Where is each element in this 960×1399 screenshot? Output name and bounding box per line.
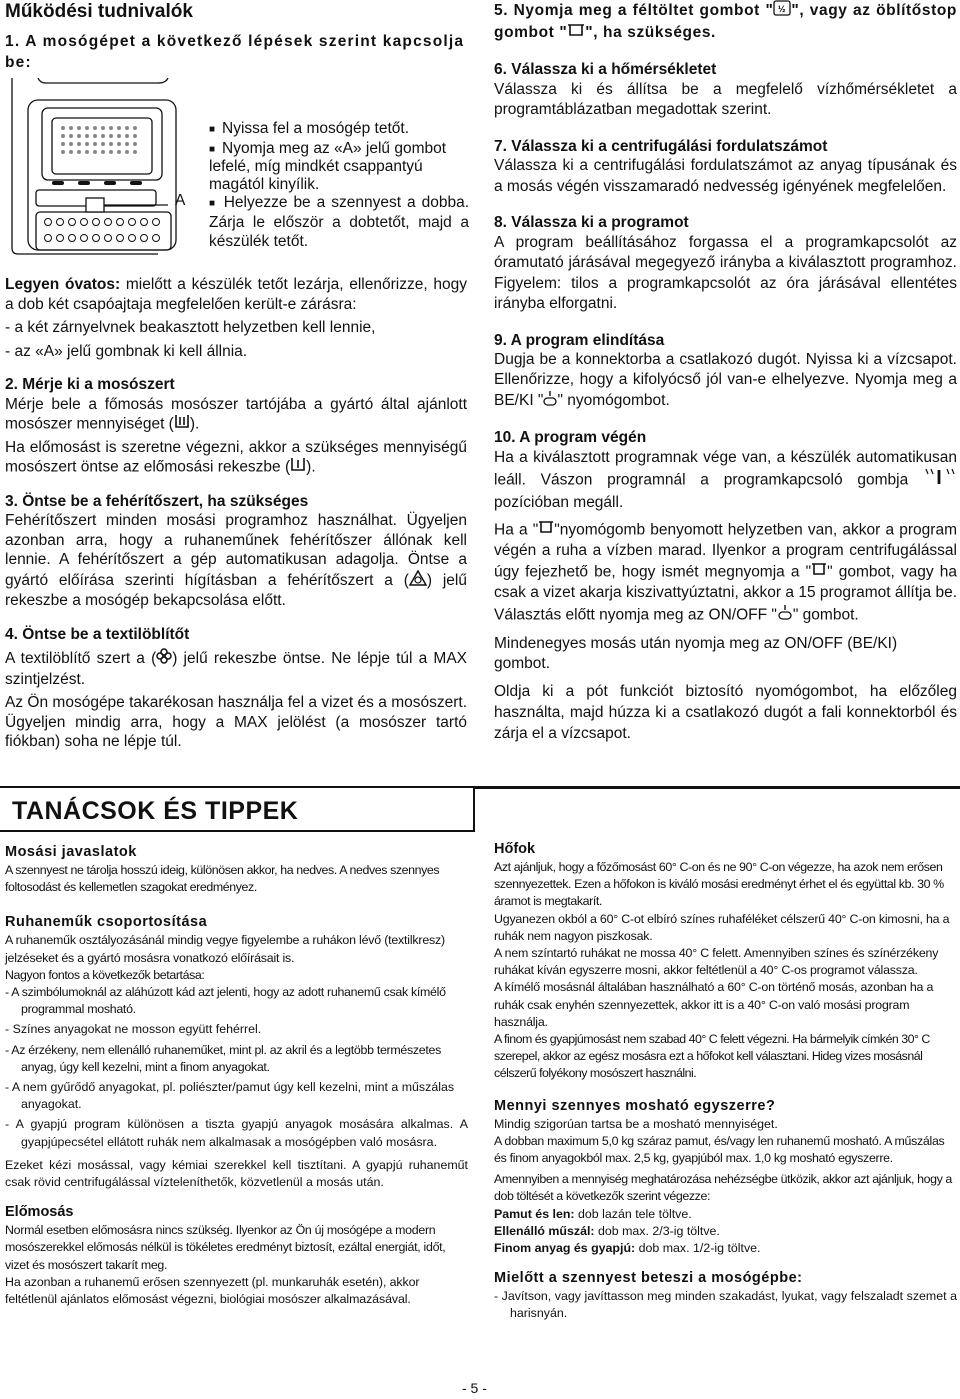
section-2-text-end: ).	[189, 415, 200, 433]
section-6-heading: 6. Válassza ki a hőmérsékletet	[494, 61, 717, 78]
tips-heading: Ruhaneműk csoportosítása	[5, 914, 208, 931]
rinse-hold-icon	[538, 520, 554, 541]
section-1-heading: 1. A mosógépet a következő lépések szerint kapcsolja be:	[5, 33, 465, 71]
section-4-text: A textilöblítő szert a (	[5, 649, 157, 667]
main-wash-icon	[174, 414, 190, 435]
section-10-heading: 10. A program végén	[494, 429, 647, 446]
half-load-icon	[773, 0, 791, 22]
section-9-text-b: " nyomógombot.	[557, 392, 670, 410]
tips-heading: Hőfok	[494, 841, 536, 857]
tips-paragraph: Ugyanezen okból a 60° C-ot elbíró színes ruhaféléket célszerű 40° C-on kimosni, ha a ruhák nem nagyon piszkosak.	[494, 911, 950, 943]
tips-list-item: - A gyapjú program különösen a tiszta gyapjú anyagok mosására alkalmas. A gyapjúpecsétel ellátott ruhák nem alkalmasak a mosógépben való mosásra.	[5, 1117, 468, 1149]
prewash-icon	[290, 457, 306, 478]
section-10-text-2a: Ha a "	[494, 521, 539, 539]
tips-heading: Mennyi szennyes mosható egyszerre?	[494, 1097, 776, 1114]
load-label: Finom anyag és gyapjú:	[494, 1241, 636, 1256]
bleach-icon	[409, 570, 427, 592]
load-label: Pamut és len:	[494, 1206, 575, 1221]
tips-paragraph: A nem színtartó ruhákat ne mossa 40° C felett. Amennyiben színes és színérzékeny ruhákat kíván egyszerre mosni, akkor feltétlenül a 40° C-os programot válassza.	[494, 946, 939, 978]
page-number: - 5 -	[462, 1380, 487, 1396]
left-column	[5, 0, 467, 73]
section-10-text-b: pozícióban megáll.	[494, 493, 624, 511]
load-text: dob lazán tele töltve.	[574, 1206, 692, 1221]
tips-list-item: - Javítson, vagy javíttasson meg minden szakadást, lyukat, vagy felszaladt szemet a harisnyán.	[494, 1289, 957, 1321]
bullet-item: ■ Nyomja meg az «A» jelű gombot lefelé, míg mindkét csappantyú magától kinyílik.	[209, 140, 469, 194]
section-5-text-a: 5. Nyomja meg a féltöltet gombot "	[494, 2, 774, 20]
bullet-item: ■ Nyissa fel a mosógép tetőt.	[209, 119, 469, 140]
tips-banner-rule-right	[475, 786, 960, 789]
load-label: Ellenálló műszál:	[494, 1223, 595, 1238]
section-2-heading: 2. Mérje ki a mosószert	[5, 376, 175, 393]
tips-right-column	[494, 840, 957, 1323]
page-title: Működési tudnivalók	[5, 1, 193, 22]
load-line	[494, 1206, 957, 1223]
right-column	[494, 0, 957, 744]
program-dial-stop-icon	[923, 468, 957, 493]
tips-list-item: - Színes anyagokat ne mosson együtt fehérrel.	[5, 1022, 262, 1037]
section-6-paragraph: Válassza ki és állítsa be a megfelelő vízhőmérsékletet a programtáblázatban megadottak szerint.	[494, 80, 957, 118]
tips-left-column	[5, 843, 468, 1308]
left-column-body	[5, 275, 467, 752]
section-2-paragraph	[5, 395, 467, 435]
tips-paragraph: A kímélő mosásnál általában használható a 60° C-on történő mosás, azonban ha a ruhák csak enyhén szennyezettek, akkor itt is a 40° C-on való mosási program használja.	[494, 980, 934, 1029]
section-10-paragraph-3: Mindenegyes mosás után nyomja meg az ON/OFF (BE/KI) gombot.	[494, 634, 898, 673]
section-10-text-2d: " gombot.	[792, 606, 859, 624]
tips-paragraph: Mindig szigorúan tartsa be a mosható mennyiséget.	[494, 1116, 778, 1131]
tips-paragraph: A finom és gyapjúmosást nem szabad 40° C felett végezni. Ha bármelyik címkén 30° C szerepel, akkor az egész mosásra ezt a hőfokot kell választani. Hideg vizes mosásnál célszerű folyékony mosószert használni.	[494, 1032, 930, 1081]
section-10-text-2b: "nyomógomb benyomott helyzetben van, akkor a program végén a ruha a vízben marad. Ilyenkor a program centrifugálással úgy fejezhető be, hogy ismét megnyomja a "	[494, 521, 957, 581]
section-2-text: Mérje bele a főmosás mosószer tartójába a gyártó által ajánlott mosószer mennyiséget (	[5, 395, 467, 433]
section-10-text-a: Ha a kiválasztott programnak vége van, a készülék automatikusan leáll. Vászon programnál a programkapcsoló gombja	[494, 448, 957, 489]
tips-list-item: - Az érzékeny, nem ellenálló ruhaneműket, mint pl. az akril és a legtöbb természetes anyag, úgy kell kezelni, mint a finom anyagokat.	[5, 1042, 442, 1074]
tips-paragraph: Ezeket kézi mosással, vagy kémiai szerekkel kell tisztítani. A gyapjú ruhaneműt csak rövid centrifugálással vízteleníthetők, közvetlenül a mosás után.	[5, 1157, 468, 1190]
bullet-item: ■ Helyezze be a szennyest a dobba. Zárja le először a dobtetőt, majd a készülék tetőt.	[209, 193, 469, 251]
tips-paragraph: Nagyon fontos a következők betartása:	[5, 967, 205, 982]
section-5-text-b: ", vagy az öblítőstop gombot "	[494, 2, 957, 42]
section-10-paragraph-4: Oldja ki a pót funkciót biztosító nyomógombot, ha előzőleg használta, majd húzza ki a csatlakozó dugót a fali konnektorból és zárja el a vízcsapot.	[494, 682, 957, 742]
tips-paragraph: Normál esetben előmosásra nincs szükség. Ilyenkor az Ön új mosógépe a modern mosószerekkel előmosás nélkül is tökéletes eredményt biztosít, ezáltal energiát, időt, vizet és mosószert takarít meg.	[5, 1223, 446, 1272]
tips-heading: Előmosás	[5, 1204, 74, 1221]
section-9-paragraph	[494, 350, 957, 412]
rinse-hold-icon	[567, 22, 585, 44]
section-5-text-c: ", ha szükséges.	[585, 24, 716, 42]
rinse-hold-icon	[811, 562, 827, 583]
caution-label: Legyen óvatos:	[5, 276, 121, 293]
power-button-icon	[543, 390, 557, 412]
section-4-paragraph-2: Az Ön mosógépe takarékosan használja fel a vizet és a mosószert. Ügyeljen mindig arra, hogy a MAX jelölést (a mosószer tartó fiókban) soha ne lépje túl.	[5, 694, 467, 750]
caution-item: - a két zárnyelvnek beakasztott helyzetben kell lennie,	[5, 319, 376, 336]
section-2-text-2: Ha előmosást is szeretne végezni, akkor a szükséges mennyiségű mosószert öntse az előmosási rekeszbe (	[5, 438, 467, 476]
section-2-text-2-end: ).	[306, 458, 316, 476]
section-4-text-end: ) jelű rekeszbe öntse. Ne lépje túl a MAX szintjelzést.	[5, 649, 467, 688]
section-3-heading: 3. Öntse be a fehérítőszert, ha szükséges	[5, 492, 309, 510]
tips-paragraph: A dobban maximum 5,0 kg száraz pamut, és/vagy len ruhanemű mosható. A műszálas és finom anyagokból max. 2,5 kg, gyapjúból max. 1,0 kg mosható egyszerre.	[494, 1133, 945, 1166]
load-text: dob max. 2/3-ig töltve.	[594, 1223, 720, 1238]
section-7-paragraph: Válassza ki a centrifugálási fordulatszámot az anyag típusának és a mosás végén visszamaradó nedvesség igényének megfelelően.	[494, 157, 957, 195]
section-4-paragraph	[5, 648, 467, 689]
tips-paragraph: Amennyiben a mennyiség meghatározása nehézségbe ütközik, akkor azt ajánljuk, hogy a dob töltését a következők szerint végezze:	[494, 1172, 952, 1204]
section-7-heading: 7. Válassza ki a centrifugálási fordulatszámot	[494, 137, 828, 155]
section-8-paragraph: A program beállításához forgassa el a programkapcsolót az óramutató járásával megegyező irányba a kiválasztott programhoz. Figyelem: tilos a programkapcsolót az óra járásával ellentétes irányba elforgatni.	[494, 233, 957, 312]
section-10-paragraph-1	[494, 448, 957, 514]
tips-heading: Mielőtt a szennyest beteszi a mosógépbe:	[494, 1270, 803, 1287]
section-4-heading: 4. Öntse be a textilöblítőt	[5, 625, 190, 643]
load-line	[494, 1223, 957, 1240]
section-10-paragraph-2	[494, 520, 957, 627]
washing-machine-illustration	[8, 78, 204, 256]
svg-text:½: ½	[778, 4, 787, 14]
bullet-list	[209, 119, 469, 251]
figure-label: A	[175, 192, 186, 209]
load-text: dob max. 1/2-ig töltve.	[635, 1241, 761, 1256]
tips-paragraph: A szennyest ne tárolja hosszú ideig, különösen akkor, ha nedves. A nedves szennyes foltosodást és kellemetlen szagokat eredményez.	[5, 863, 440, 895]
tips-banner-title: TANÁCSOK ÉS TIPPEK	[12, 797, 299, 825]
section-9-text-a: Dugja be a konnektorba a csatlakozó dugót. Nyissa ki a vízcsapot. Ellenőrizze, hogy a kifolyócső jól van-e elhelyezve. Nyomja meg a BE/KI "	[494, 351, 957, 410]
tips-list-item: - A szimbólumoknál az aláhúzott kád azt jelenti, hogy az adott ruhanemű csak kímélő programmal mosható.	[5, 985, 446, 1017]
power-button-icon	[777, 604, 793, 627]
softener-flower-icon	[156, 648, 172, 670]
section-3-text: Fehérítőszert minden mosási programhoz használhat. Ügyeljen azonban arra, hogy a ruhaneműnek fehérítőszer állónak kell lennie. A fehérítőszert a gép automatikusan adagolja. Öntse a gyártó előírása szerinti hígításban a fehérítőszert a (	[5, 512, 467, 589]
load-line	[494, 1240, 957, 1257]
tips-paragraph: Azt ajánljuk, hogy a főzőmosást 60° C-on és ne 90° C-on végezze, ha azok nem erősen szennyezettek. Ezen a hőfokon is kiváló mosási eredményt érhet el és együttal kb. 30 % áramot is megtakarít.	[494, 860, 944, 909]
section-3-text-end: ) jelű rekeszbe a mosógép bekapcsolása előtt.	[5, 571, 467, 609]
tips-heading: Mosási javaslatok	[5, 844, 137, 860]
section-9-heading: 9. A program elindítása	[494, 331, 665, 349]
tips-paragraph: A ruhaneműk osztályozásánál mindig vegye figyelembe a ruhákon lévő (textilkresz) jelzéseket és a gyártó mosásra vonatkozó előírásait is.	[5, 933, 445, 965]
section-10-text-2c: " gombot, vagy ha csak a vizet akarja kiszivattyúztatni, akkor a 15 programot állítja be. Választás előtt nyomja meg az ON/OFF "	[494, 563, 957, 624]
section-8-heading: 8. Válassza ki a programot	[494, 214, 689, 231]
section-3-paragraph	[5, 511, 467, 611]
caution-item: - az «A» jelű gombnak ki kell állnia.	[5, 342, 248, 360]
section-2-paragraph-2	[5, 438, 467, 478]
caution-text: mielőtt a készülék tetőt lezárja, ellenőrizze, hogy a dob két csapóajtaja megfelelően került-e zárásra:	[5, 276, 467, 313]
tips-list-item: - A nem gyűrődő anyagokat, pl. poliészter/pamut úgy kell kezelni, mint a műszálas anyagokat.	[5, 1080, 455, 1112]
section-5-heading	[494, 0, 957, 44]
caution-paragraph	[5, 275, 467, 314]
tips-paragraph: Ha azonban a ruhanemű erősen szennyezett (pl. munkaruhák esetén), akkor feltétlenül ajánlatos előmosást végezni, biológiai mosószer alkalmazásával.	[5, 1274, 420, 1307]
